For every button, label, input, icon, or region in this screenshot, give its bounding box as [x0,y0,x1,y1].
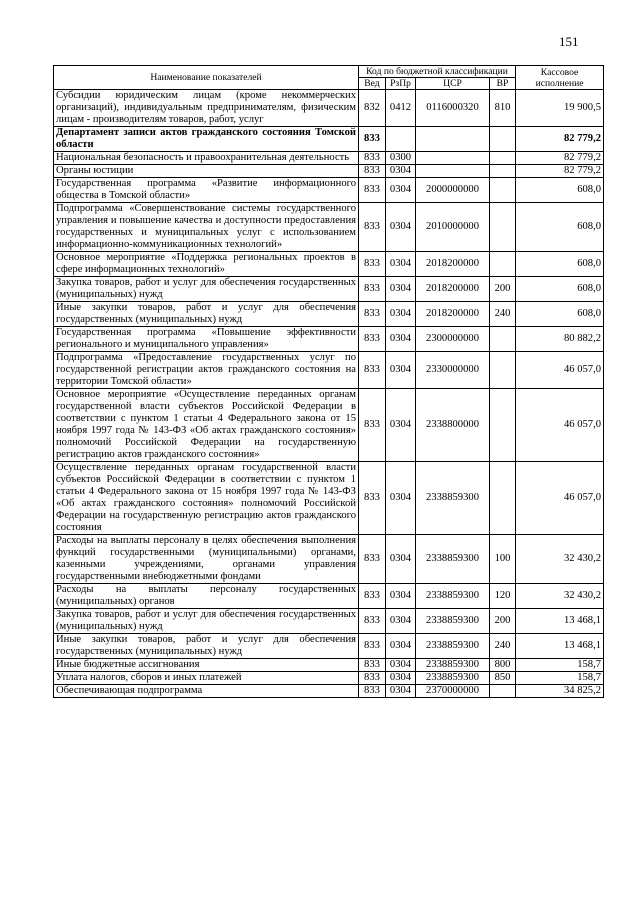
cell-amount: 32 430,2 [516,535,604,584]
header-ved: Вед [359,78,386,90]
cell-ved: 833 [359,584,386,609]
cell-ved: 833 [359,327,386,352]
cell-name: Государственная программа «Повышение эффективности регионального и муниципального управления» [54,327,359,352]
header-csr: ЦСР [416,78,490,90]
cell-name: Органы юстиции [54,165,359,178]
cell-rzpr: 0304 [386,327,416,352]
cell-amount: 82 779,2 [516,152,604,165]
cell-rzpr: 0304 [386,462,416,535]
table-row [54,609,604,634]
cell-csr: 2018200000 [416,277,490,302]
cell-ved: 833 [359,178,386,203]
cell-ved: 833 [359,127,386,152]
cell-vr: 120 [490,584,516,609]
cell-name: Иные закупки товаров, работ и услуг для обеспечения государственных (муниципальных) нужд [54,634,359,659]
cell-vr: 100 [490,535,516,584]
cell-vr [490,389,516,462]
cell-csr: 2338859300 [416,634,490,659]
table-row [54,178,604,203]
header-name: Наименование показателей [54,66,359,90]
cell-csr: 2330000000 [416,352,490,389]
cell-vr: 240 [490,302,516,327]
cell-ved: 833 [359,389,386,462]
cell-ved: 833 [359,203,386,252]
cell-name: Субсидии юридическим лицам (кроме некоммерческих организаций), индивидуальным предпринимателям, физическим лицам - производителям товаров, работ, услуг [54,90,359,127]
cell-amount: 82 779,2 [516,127,604,152]
cell-rzpr: 0304 [386,277,416,302]
cell-amount: 608,0 [516,302,604,327]
cell-amount: 46 057,0 [516,352,604,389]
cell-amount: 608,0 [516,203,604,252]
cell-vr [490,152,516,165]
cell-ved: 833 [359,277,386,302]
cell-csr: 2338859300 [416,609,490,634]
cell-csr: 2338859300 [416,462,490,535]
cell-vr: 240 [490,634,516,659]
cell-ved: 833 [359,609,386,634]
cell-name: Подпрограмма «Совершенствование системы государственного управления и повышение качества и доступности предоставления государственных и муниципальных услуг с использованием информационно-коммуникационных технологий» [54,203,359,252]
table-row [54,152,604,165]
cell-name: Департамент записи актов гражданского состояния Томской области [54,127,359,152]
table-row [54,203,604,252]
cell-name: Национальная безопасность и правоохранительная деятельность [54,152,359,165]
cell-rzpr: 0304 [386,685,416,698]
cell-csr: 2338859300 [416,659,490,672]
cell-rzpr: 0304 [386,389,416,462]
table-row [54,389,604,462]
cell-amount: 13 468,1 [516,634,604,659]
cell-ved: 832 [359,90,386,127]
cell-name: Обеспечивающая подпрограмма [54,685,359,698]
table-row [54,127,604,152]
cell-amount: 19 900,5 [516,90,604,127]
table-row [54,277,604,302]
cell-name: Подпрограмма «Предоставление государственных услуг по государственной регистрации актов гражданского состояния на территории Томской области» [54,352,359,389]
cell-csr: 2018200000 [416,302,490,327]
cell-rzpr: 0304 [386,634,416,659]
cell-ved: 833 [359,634,386,659]
cell-amount: 158,7 [516,659,604,672]
cell-amount: 46 057,0 [516,462,604,535]
cell-rzpr: 0304 [386,252,416,277]
cell-amount: 608,0 [516,277,604,302]
cell-csr: 2300000000 [416,327,490,352]
table-row [54,327,604,352]
table-row [54,302,604,327]
cell-vr [490,462,516,535]
cell-name: Основное мероприятие «Осуществление переданных органам государственной власти субъектов Российской Федерации в соответствии с пунктом 1 статьи 4 Федерального закона от 15 ноября 1997 года № 143-ФЗ «Об актах гражданского состояния» полномочий Российской Федерации на государственную регистрацию актов гражданского состояния» [54,389,359,462]
cell-vr: 850 [490,672,516,685]
cell-ved: 833 [359,462,386,535]
cell-csr: 2010000000 [416,203,490,252]
cell-csr [416,152,490,165]
cell-ved: 833 [359,685,386,698]
cell-rzpr: 0304 [386,672,416,685]
cell-vr [490,165,516,178]
cell-amount: 46 057,0 [516,389,604,462]
cell-vr [490,685,516,698]
cell-ved: 833 [359,302,386,327]
cell-vr: 810 [490,90,516,127]
cell-vr [490,352,516,389]
cell-ved: 833 [359,152,386,165]
cell-amount: 158,7 [516,672,604,685]
cell-ved: 833 [359,252,386,277]
cell-rzpr: 0412 [386,90,416,127]
cell-name: Расходы на выплаты персоналу в целях обеспечения выполнения функций государственными (муниципальными) органами, казенными учреждениями, органами управления государственными внебюджетными фондами [54,535,359,584]
cell-name: Осуществление переданных органам государственной власти субъектов Российской Федерации в соответствии с пунктом 1 статьи 4 Федерального закона от 15 ноября 1997 года № 143-ФЗ «Об актах гражданского состояния» полномочий Российской Федерации на государственную регистрацию актов гражданского состояния [54,462,359,535]
cell-amount: 608,0 [516,178,604,203]
cell-name: Иные закупки товаров, работ и услуг для обеспечения государственных (муниципальных) нужд [54,302,359,327]
table-body [54,90,604,698]
table-row [54,352,604,389]
cell-csr: 2018200000 [416,252,490,277]
header-vr: ВР [490,78,516,90]
cell-vr: 200 [490,277,516,302]
cell-csr: 2000000000 [416,178,490,203]
table-row [54,634,604,659]
table-row [54,685,604,698]
cell-amount: 608,0 [516,252,604,277]
cell-amount: 80 882,2 [516,327,604,352]
cell-vr [490,252,516,277]
cell-csr: 2338859300 [416,584,490,609]
cell-ved: 833 [359,659,386,672]
cell-rzpr: 0304 [386,165,416,178]
table-row [54,535,604,584]
cell-vr [490,327,516,352]
cell-name: Расходы на выплаты персоналу государственных (муниципальных) органов [54,584,359,609]
cell-vr: 200 [490,609,516,634]
budget-table [53,65,604,698]
cell-ved: 833 [359,165,386,178]
cell-name: Иные бюджетные ассигнования [54,659,359,672]
cell-rzpr: 0304 [386,609,416,634]
cell-name: Закупка товаров, работ и услуг для обеспечения государственных (муниципальных) нужд [54,609,359,634]
cell-amount: 13 468,1 [516,609,604,634]
cell-ved: 833 [359,535,386,584]
header-code-group: Код по бюджетной классификации [359,66,516,78]
cell-name: Основное мероприятие «Поддержка региональных проектов в сфере информационных технологий» [54,252,359,277]
cell-csr: 2370000000 [416,685,490,698]
cell-csr: 2338859300 [416,535,490,584]
cell-ved: 833 [359,352,386,389]
table-row [54,672,604,685]
cell-amount: 82 779,2 [516,165,604,178]
cell-rzpr: 0300 [386,152,416,165]
cell-ved: 833 [359,672,386,685]
cell-csr [416,165,490,178]
cell-name: Закупка товаров, работ и услуг для обеспечения государственных (муниципальных) нужд [54,277,359,302]
cell-rzpr: 0304 [386,535,416,584]
table-row [54,252,604,277]
table-row [54,165,604,178]
cell-vr [490,203,516,252]
cell-amount: 32 430,2 [516,584,604,609]
cell-vr [490,178,516,203]
table-row [54,462,604,535]
cell-rzpr: 0304 [386,178,416,203]
table-row [54,90,604,127]
cell-csr [416,127,490,152]
cell-rzpr [386,127,416,152]
cell-name: Государственная программа «Развитие информационного общества в Томской области» [54,178,359,203]
header-amount: Кассовое исполнение [516,66,604,90]
cell-amount: 34 825,2 [516,685,604,698]
table-row [54,659,604,672]
table-row [54,584,604,609]
cell-rzpr: 0304 [386,659,416,672]
cell-vr: 800 [490,659,516,672]
cell-name: Уплата налогов, сборов и иных платежей [54,672,359,685]
page-number: 151 [559,34,579,49]
cell-csr: 2338859300 [416,672,490,685]
cell-rzpr: 0304 [386,302,416,327]
cell-csr: 2338800000 [416,389,490,462]
cell-vr [490,127,516,152]
header-rzpr: РзПр [386,78,416,90]
cell-rzpr: 0304 [386,203,416,252]
header-row-top [54,66,604,78]
cell-csr: 0116000320 [416,90,490,127]
cell-rzpr: 0304 [386,584,416,609]
cell-rzpr: 0304 [386,352,416,389]
